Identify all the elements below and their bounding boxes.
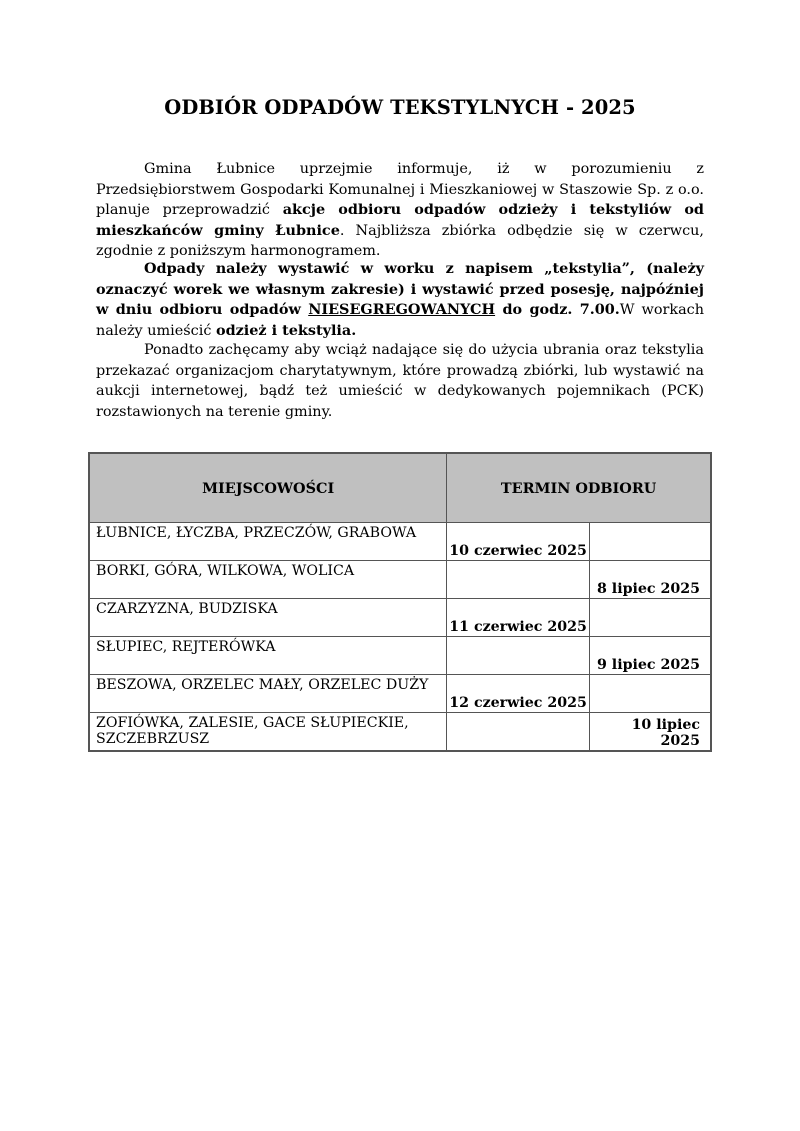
intro-text-c: . Najbliższa zbiórka odbędzie się w czerwcu, zgodnie z poniższym harmonogramem.: [96, 222, 704, 259]
extra-paragraph: [96, 340, 704, 422]
rules-paragraph: [96, 259, 704, 341]
extra-text: Ponadto zachęcamy aby wciąż nadające się do użycia ubrania oraz tekstylia przekazać organizacjom charytatywnym, które prowadzą zbiórki, lub wystawić na aukcji internetowej, bądź też umieścić w dedykowanych pojemnikach (PCK) rozstawionych na terenie gminy.: [96, 342, 704, 420]
schedule-table: [88, 452, 712, 752]
intro-text-bold: akcje odbioru odpadów odzieży i tekstyliów od mieszkańców gminy Łubnice: [96, 201, 704, 239]
rules-text-d: W workach należy umieścić: [96, 302, 704, 339]
july-date-cell: 8 lipiec 2025: [589, 561, 711, 599]
july-date-cell: [589, 523, 711, 561]
place-cell: BORKI, GÓRA, WILKOWA, WOLICA: [89, 561, 447, 599]
july-date-cell: 9 lipiec 2025: [589, 637, 711, 675]
table-row: [89, 675, 711, 713]
intro-paragraph: [96, 159, 704, 262]
document-title: ODBIÓR ODPADÓW TEKSTYLNYCH - 2025: [164, 96, 636, 119]
july-date-cell: [589, 599, 711, 637]
june-date-cell: [447, 713, 590, 752]
rules-text-unsorted: NIESEGREGOWANYCH: [308, 301, 496, 318]
place-cell: CZARZYZNA, BUDZISKA: [89, 599, 447, 637]
june-date-cell: [447, 637, 590, 675]
rules-text-c: do godz. 7.00.: [495, 301, 620, 318]
place-cell: BESZOWA, ORZELEC MAŁY, ORZELEC DUŻY: [89, 675, 447, 713]
table-row: [89, 523, 711, 561]
july-date-cell: [589, 675, 711, 713]
june-date-cell: [447, 561, 590, 599]
table-row: [89, 713, 711, 752]
intro-text-a: Gmina Łubnice uprzejmie informuje, iż w porozumieniu z Przedsiębiorstwem Gospodarki Komunalnej i Mieszkaniowej w Staszowie Sp. z o.o. planuje przeprowadzić: [96, 161, 704, 218]
table-row: [89, 637, 711, 675]
place-cell: ŁUBNICE, ŁYCZBA, PRZECZÓW, GRABOWA: [89, 523, 447, 561]
place-cell: SŁUPIEC, REJTERÓWKA: [89, 637, 447, 675]
june-date-cell: 10 czerwiec 2025: [447, 523, 590, 561]
rules-text-a: Odpady należy wystawić w worku z napisem „tekstylia”, (należy oznaczyć worek we własnym zakresie) i wystawić przed posesję, najpóźniej w dniu odbioru odpadów: [96, 260, 704, 318]
june-date-cell: 12 czerwiec 2025: [447, 675, 590, 713]
june-date-cell: 11 czerwiec 2025: [447, 599, 590, 637]
rules-text-e: odzież i tekstylia.: [215, 321, 357, 339]
july-date-cell: 10 lipiec 2025: [589, 713, 711, 752]
header-pickup-date: TERMIN ODBIORU: [447, 453, 711, 523]
table-header-row: [89, 453, 711, 523]
header-places: MIEJSCOWOŚCI: [89, 453, 447, 523]
table-row: [89, 561, 711, 599]
table-row: [89, 599, 711, 637]
place-cell: ZOFIÓWKA, ZALESIE, GACE SŁUPIECKIE, SZCZEBRZUSZ: [89, 713, 447, 752]
